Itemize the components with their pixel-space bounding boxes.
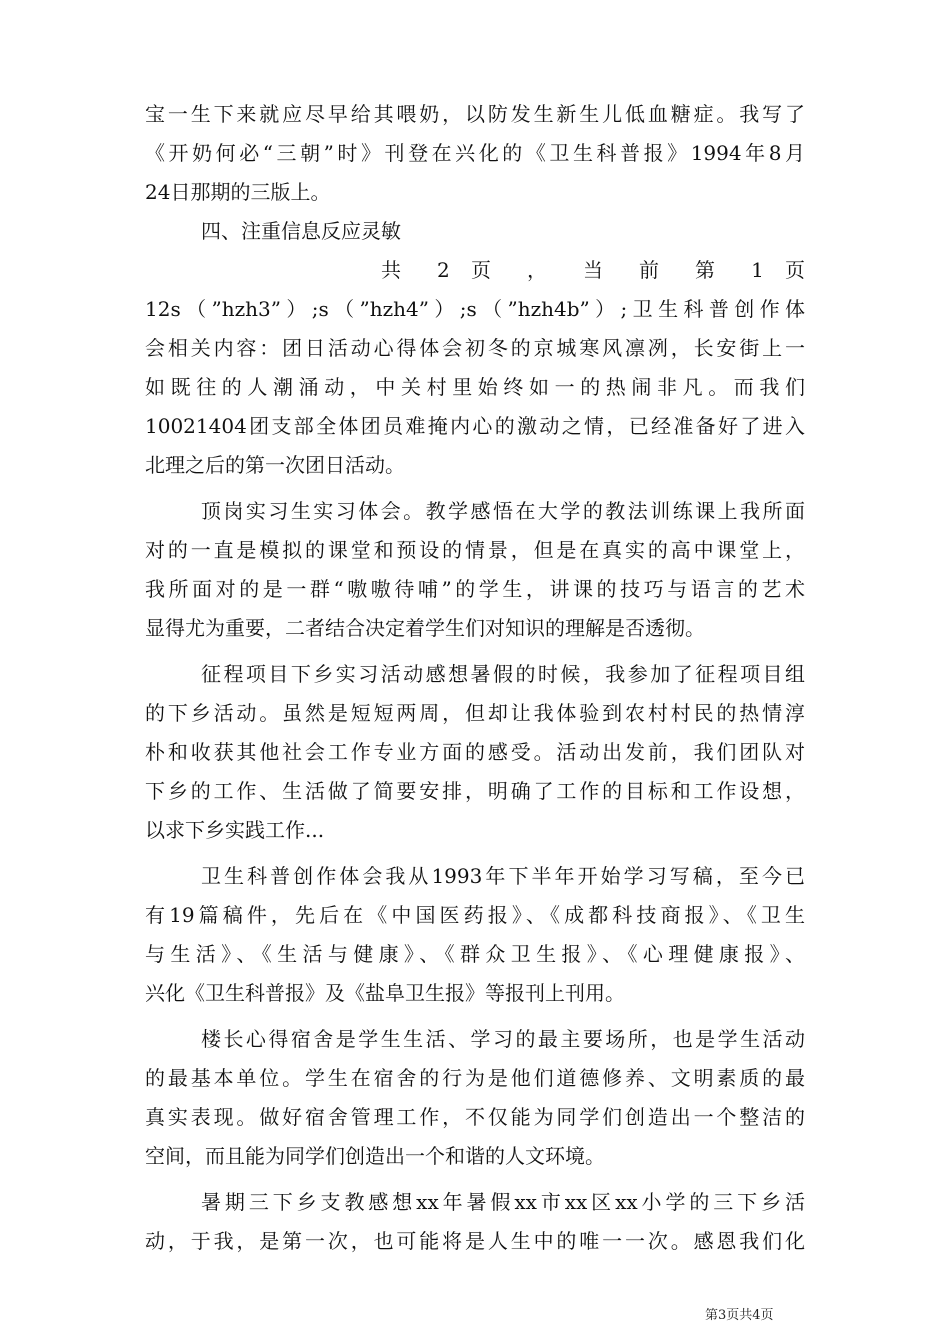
text-line: 下乡的工作、生活做了简要安排，明确了工作的目标和工作设想， <box>145 779 805 803</box>
text-line: 空间，而且能为同学们创造出一个和谐的人文环境。 <box>145 1144 605 1168</box>
document-body <box>145 95 805 1261</box>
text-line: 《开奶何必“三朝”时》刊登在兴化的《卫生科普报》1994年8月 <box>145 141 805 165</box>
page-count-line: 共 2 页 ， 当 前 第 1 页 <box>381 258 805 282</box>
text-line: 与生活》、《生活与健康》、《群众卫生报》、《心理健康报》、 <box>145 942 805 966</box>
text-line: 的最基本单位。学生在宿舍的行为是他们道德修养、文明素质的最 <box>145 1066 805 1090</box>
page-footer: 第3页共4页 <box>705 1308 774 1323</box>
paragraph-start: 暑期三下乡支教感想xx年暑假xx市xx区xx小学的三下乡活 <box>201 1190 805 1214</box>
section-heading: 四、注重信息反应灵敏 <box>201 219 401 243</box>
text-line: 朴和收获其他社会工作专业方面的感受。活动出发前，我们团队对 <box>145 740 805 764</box>
text-line: 对的一直是模拟的课堂和预设的情景，但是在真实的高中课堂上， <box>145 538 805 562</box>
text-line: 以求下乡实践工作... <box>145 818 325 842</box>
text-line: 12s（”hzh3”）;s（”hzh4”）;s（”hzh4b”）;卫生科普创作体 <box>145 297 805 321</box>
text-line: 会相关内容：团日活动心得体会初冬的京城寒风凛冽，长安街上一 <box>145 336 805 360</box>
paragraph-start: 征程项目下乡实习活动感想暑假的时候，我参加了征程项目组 <box>201 662 805 686</box>
text-line: 的下乡活动。虽然是短短两周，但却让我体验到农村村民的热情淳 <box>145 701 805 725</box>
text-line: 真实表现。做好宿舍管理工作，不仅能为同学们创造出一个整洁的 <box>145 1105 805 1129</box>
text-line: 我所面对的是一群“嗷嗷待哺”的学生，讲课的技巧与语言的艺术 <box>145 577 805 601</box>
text-line: 宝一生下来就应尽早给其喂奶，以防发生新生儿低血糖症。我写了 <box>145 102 805 126</box>
paragraph-start: 顶岗实习生实习体会。教学感悟在大学的教法训练课上我所面 <box>201 499 805 523</box>
paragraph-start: 卫生科普创作体会我从1993年下半年开始学习写稿，至今已 <box>201 864 805 888</box>
text-line: 兴化《卫生科普报》及《盐阜卫生报》等报刊上刊用。 <box>145 981 625 1005</box>
text-line: 显得尤为重要，二者结合决定着学生们对知识的理解是否透彻。 <box>145 616 705 640</box>
text-line: 有19篇稿件，先后在《中国医药报》、《成都科技商报》、《卫生 <box>145 903 805 927</box>
paragraph-start: 楼长心得宿舍是学生生活、学习的最主要场所，也是学生活动 <box>201 1027 805 1051</box>
text-line: 动，于我，是第一次，也可能将是人生中的唯一一次。感恩我们化 <box>145 1229 805 1253</box>
text-line: 10021404团支部全体团员难掩内心的激动之情，已经准备好了进入 <box>145 414 805 438</box>
text-line: 24日那期的三版上。 <box>145 180 331 204</box>
text-line: 如既往的人潮涌动，中关村里始终如一的热闹非凡。而我们 <box>145 375 805 399</box>
text-line: 北理之后的第一次团日活动。 <box>145 453 405 477</box>
